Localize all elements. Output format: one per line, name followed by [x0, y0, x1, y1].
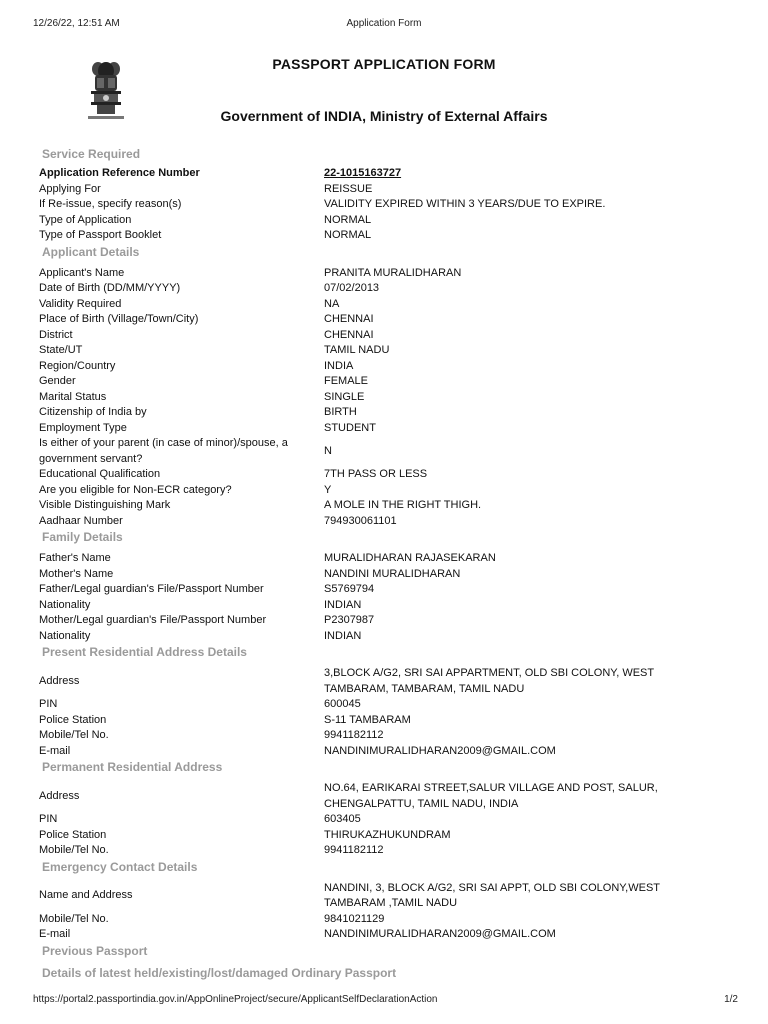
- field-label: Validity Required: [39, 297, 122, 310]
- field-label: Name and Address: [39, 889, 133, 902]
- print-header: [0, 18, 768, 34]
- field-value: 07/02/2013: [324, 282, 380, 294]
- field-label: Mobile/Tel No.: [39, 729, 109, 741]
- section-subtitle-latest-passport: Details of latest held/existing/lost/damaged Ordinary Passport: [42, 965, 397, 980]
- field-value: S5769794: [324, 583, 375, 595]
- field-label: Gender: [39, 375, 76, 387]
- form-row: [39, 297, 739, 313]
- section-title-applicant-details: Applicant Details: [42, 244, 140, 259]
- field-value: INDIA: [324, 359, 354, 372]
- form-row: [39, 912, 739, 928]
- field-value: P2307987: [324, 614, 375, 626]
- field-label: Address: [39, 674, 80, 687]
- field-label: Police Station: [39, 828, 107, 841]
- field-value: NANDINIMURALIDHARAN2009@GMAIL.COM: [324, 744, 556, 757]
- field-label: Father's Name: [39, 552, 111, 564]
- field-label: Marital Status: [39, 390, 107, 403]
- print-document-title: Application Form: [346, 18, 422, 29]
- field-value: INDIAN: [324, 598, 362, 611]
- field-label: Aadhaar Number: [39, 514, 123, 527]
- field-value: NA: [324, 297, 340, 310]
- form-row: [39, 266, 739, 282]
- print-footer: [0, 994, 768, 1010]
- field-label: State/UT: [39, 344, 83, 356]
- field-value: FEMALE: [324, 375, 369, 387]
- field-value: 9841021129: [324, 912, 385, 925]
- form-row: [39, 598, 739, 614]
- field-label: Are you eligible for Non-ECR category?: [39, 483, 232, 496]
- form-title: PASSPORT APPLICATION FORM: [272, 56, 496, 72]
- field-label: Address: [39, 789, 80, 802]
- form-row: [39, 697, 739, 713]
- field-value: NORMAL: [324, 213, 372, 226]
- field-label: Police Station: [39, 713, 107, 726]
- print-date-time: 12/26/22, 12:51 AM: [33, 18, 120, 29]
- field-label: Mobile/Tel No.: [39, 912, 109, 925]
- field-value: 794930061101: [324, 514, 397, 527]
- field-label: Educational Qualification: [39, 468, 161, 480]
- field-value: NANDINI, 3, BLOCK A/G2, SRI SAI APPT, OLD SBI COLONY,WEST TAMBARAM ,TAMIL NADU: [324, 881, 660, 909]
- section-title-family-details: Family Details: [42, 530, 123, 544]
- form-row: [39, 713, 739, 729]
- application-reference-number: 22-1015163727: [324, 167, 402, 179]
- section-title-permanent-address: Permanent Residential Address: [42, 760, 223, 774]
- field-label: Application Reference Number: [39, 167, 200, 179]
- field-value: THIRUKAZHUKUNDRAM: [324, 828, 451, 841]
- government-title: Government of INDIA, Ministry of External Affairs: [220, 108, 548, 124]
- field-value: 603405: [324, 813, 361, 825]
- field-value: 9941182112: [324, 729, 384, 741]
- field-label: PIN: [39, 698, 58, 710]
- page-number: 1/2: [724, 994, 738, 1005]
- field-label: Nationality: [39, 598, 91, 611]
- section-title-present-address: Present Residential Address Details: [42, 645, 247, 659]
- field-label: PIN: [39, 813, 58, 825]
- form-row: [39, 781, 739, 812]
- field-label: Mother's Name: [39, 567, 114, 580]
- field-value: BIRTH: [324, 406, 357, 418]
- field-label: District: [39, 328, 73, 341]
- field-value: MURALIDHARAN RAJASEKARAN: [324, 552, 496, 564]
- field-value: Y: [324, 483, 332, 496]
- field-label: Employment Type: [39, 421, 127, 434]
- field-value: 9941182112: [324, 844, 384, 856]
- form-row: [39, 197, 739, 213]
- field-value: STUDENT: [324, 421, 376, 434]
- form-row: [39, 812, 739, 828]
- form-row: [39, 666, 739, 697]
- field-value: SINGLE: [324, 390, 365, 403]
- form-row: [39, 467, 739, 483]
- field-value: NANDINI MURALIDHARAN: [324, 567, 461, 580]
- form-row: [39, 328, 739, 344]
- form-row: [39, 374, 739, 390]
- field-value: S-11 TAMBARAM: [324, 713, 411, 726]
- field-value: NORMAL: [324, 229, 372, 241]
- form-row: [39, 744, 739, 760]
- form-row: [39, 927, 739, 943]
- field-label: E-mail: [39, 744, 71, 757]
- form-row: [39, 213, 739, 229]
- section-title-service-required: Service Required: [42, 147, 141, 161]
- field-label: Mother/Legal guardian's File/Passport Number: [39, 614, 267, 626]
- field-value: 600045: [324, 698, 361, 710]
- section-title-previous-passport: Previous Passport: [42, 943, 148, 958]
- print-url: https://portal2.passportindia.gov.in/AppOnlineProject/secure/ApplicantSelfDeclarationAction: [33, 994, 438, 1005]
- form-row: [39, 421, 739, 437]
- field-label: Applicant's Name: [39, 266, 125, 279]
- form-row: [39, 182, 739, 198]
- form-row: [39, 228, 739, 244]
- form-row: [39, 390, 739, 406]
- field-label: Is either of your parent (in case of minor)/spouse, a government servant?: [39, 437, 288, 465]
- field-label: Type of Application: [39, 213, 132, 226]
- field-label: Place of Birth (Village/Town/City): [39, 313, 199, 325]
- form-row: [39, 843, 739, 859]
- form-row: [39, 359, 739, 375]
- form-row: [39, 166, 739, 182]
- form-row: [39, 405, 739, 421]
- field-label: Father/Legal guardian's File/Passport Number: [39, 583, 264, 595]
- form-row: [39, 343, 739, 359]
- form-row: [39, 312, 739, 328]
- section-title-emergency-contact: Emergency Contact Details: [42, 859, 198, 874]
- field-value: TAMIL NADU: [324, 344, 390, 356]
- field-label: Visible Distinguishing Mark: [39, 499, 171, 511]
- form-row: [39, 828, 739, 844]
- field-label: Date of Birth (DD/MM/YYYY): [39, 282, 181, 294]
- field-value: N: [324, 444, 332, 457]
- field-label: E-mail: [39, 928, 71, 940]
- field-value: CHENNAI: [324, 328, 374, 341]
- field-value: 7TH PASS OR LESS: [324, 468, 428, 480]
- form-row: [39, 582, 739, 598]
- field-value: INDIAN: [324, 629, 362, 642]
- field-value: NO.64, EARIKARAI STREET,SALUR VILLAGE AND POST, SALUR, CHENGALPATTU, TAMIL NADU, INDIA: [324, 782, 658, 810]
- form-row: [39, 281, 739, 297]
- field-value: A MOLE IN THE RIGHT THIGH.: [324, 499, 482, 511]
- form-row: [39, 881, 739, 912]
- field-value: VALIDITY EXPIRED WITHIN 3 YEARS/DUE TO EXPIRE.: [324, 198, 606, 210]
- form-content: [39, 146, 739, 987]
- form-row: [39, 629, 739, 645]
- form-row: [39, 551, 739, 567]
- form-row: [39, 728, 739, 744]
- form-row: [39, 613, 739, 629]
- form-row: [39, 498, 739, 514]
- field-value: CHENNAI: [324, 313, 374, 325]
- form-row: [39, 514, 739, 530]
- field-value: REISSUE: [324, 182, 373, 195]
- field-label: If Re-issue, specify reason(s): [39, 198, 182, 210]
- form-row: [39, 567, 739, 583]
- field-label: Region/Country: [39, 359, 116, 372]
- field-label: Mobile/Tel No.: [39, 844, 109, 856]
- field-value: PRANITA MURALIDHARAN: [324, 266, 462, 279]
- field-label: Nationality: [39, 629, 91, 642]
- field-value: 3,BLOCK A/G2, SRI SAI APPARTMENT, OLD SBI COLONY, WEST TAMBARAM, TAMBARAM, TAMIL NADU: [324, 667, 654, 695]
- form-row: [39, 483, 739, 499]
- field-label: Citizenship of India by: [39, 406, 147, 418]
- field-label: Type of Passport Booklet: [39, 229, 162, 241]
- field-label: Applying For: [39, 182, 101, 195]
- form-row: [39, 436, 739, 467]
- field-value: NANDINIMURALIDHARAN2009@GMAIL.COM: [324, 928, 556, 940]
